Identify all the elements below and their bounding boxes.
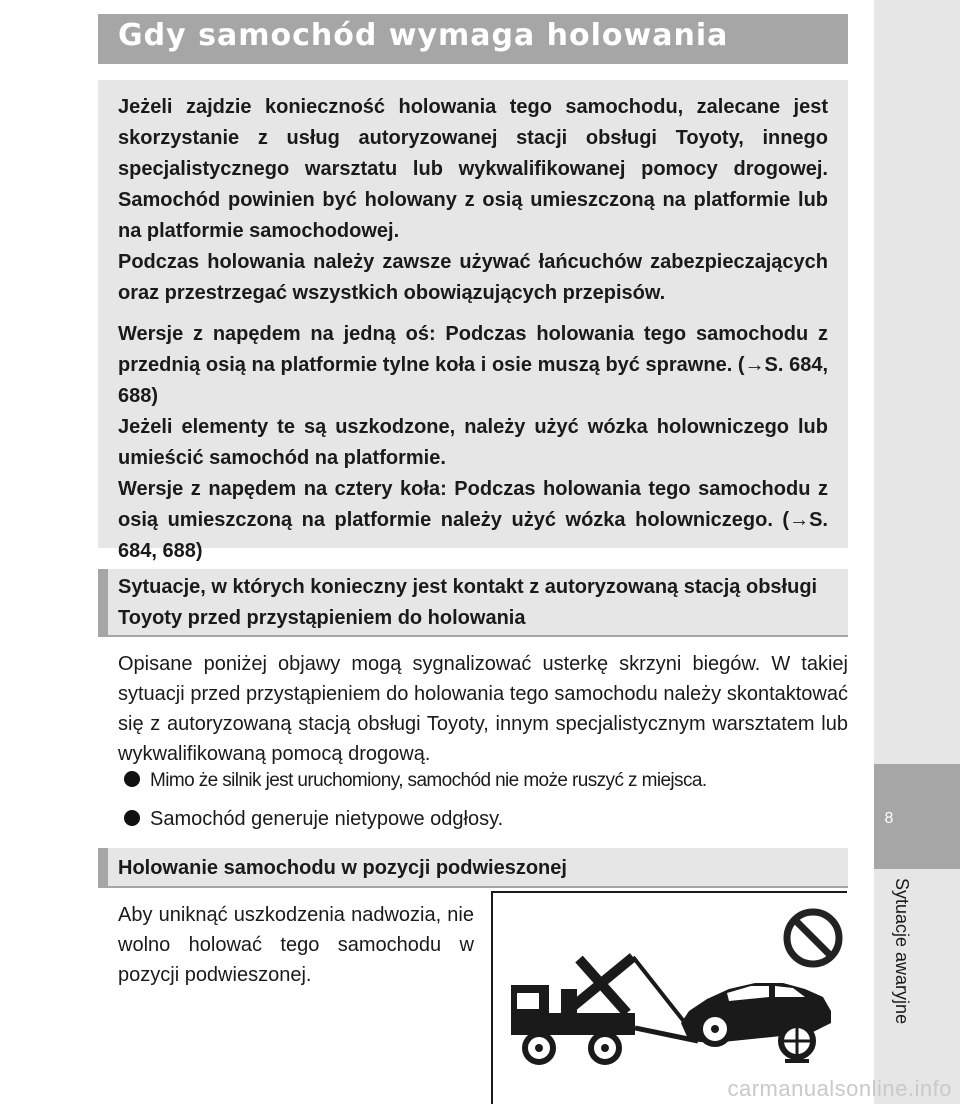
bullet-dot-icon xyxy=(124,771,140,787)
bullet-text: Samochód generuje nietypowe odgłosy. xyxy=(150,808,504,830)
title-bar xyxy=(98,14,848,64)
bullet-text: Mimo że silnik jest uruchomiony, samochód nie może ruszyć z miejsca. xyxy=(150,770,707,791)
section-heading-text: Holowanie samochodu w pozycji podwieszonej xyxy=(118,857,567,879)
bullet-dot-icon xyxy=(124,810,140,826)
car-icon xyxy=(681,983,831,1061)
section-body-suspended: Aby uniknąć uszkodzenia nadwozia, nie wolno holować tego samochodu w pozycji podwieszonej. xyxy=(118,904,474,986)
section-heading-contact xyxy=(98,569,848,637)
intro-box xyxy=(98,80,848,562)
chapter-label: Sytuacje awaryjne xyxy=(892,878,912,1025)
intro-text xyxy=(118,92,828,567)
intro-paragraph-1: Jeżeli zajdzie konieczność holowania tego samochodu, zalecane jest skorzystanie z usług autoryzowanej stacji obsługi Toyoty, innego specjalistycznego warsztatu lub wykwalifikowanej pomocy drogowej. Samochód powinien być holowany z osią umieszczoną na platformie lub na platformie samochodowej. xyxy=(118,96,828,242)
section-heading-suspended xyxy=(98,848,848,888)
section-body-contact: Opisane poniżej objawy mogą sygnalizować usterkę skrzyni biegów. W takiej sytuacji przed przystąpieniem do holowania tego samochodu należy skontaktować się z autoryzowaną stacją obsługi Toyoty, innym specjalistycznym warsztatem lub wykwalifikowaną pomocą drogową. xyxy=(118,653,848,765)
watermark: carmanualsonline.info xyxy=(727,1076,952,1101)
intro-paragraph-2: Podczas holowania należy zawsze używać łańcuchów zabezpieczających oraz przestrzegać wszystkich obowiązujących przepisów. xyxy=(118,251,828,304)
intro-paragraph-4: Jeżeli elementy te są uszkodzone, należy użyć wózka holowniczego lub umieścić samochód na platformie. xyxy=(118,416,828,469)
bullet-item xyxy=(124,806,503,832)
intro-paragraph-3: Wersje z napędem na jedną oś: Podczas holowania tego samochodu z przednią osią na platformie tylne koła i osie muszą być sprawne. (→S. 684, 688) xyxy=(118,323,828,407)
tow-truck-illustration xyxy=(493,893,847,1104)
intro-paragraph-5: Wersje z napędem na cztery koła: Podczas holowania tego samochodu z osią umieszczoną na platformie należy użyć wózka holowniczego. (→S. 684, 688) xyxy=(118,478,828,562)
chapter-box xyxy=(874,764,960,869)
page-title: Gdy samochód wymaga holowania xyxy=(118,18,729,53)
towing-figure xyxy=(491,891,847,1104)
tow-truck-icon xyxy=(511,957,698,1062)
no-entry-icon xyxy=(787,912,839,964)
chapter-number: 8 xyxy=(884,810,894,827)
section-heading-text: Sytuacje, w których konieczny jest kontakt z autoryzowaną stacją obsługi Toyoty przed przystąpieniem do holowania xyxy=(118,576,818,629)
bullet-item xyxy=(124,768,707,794)
